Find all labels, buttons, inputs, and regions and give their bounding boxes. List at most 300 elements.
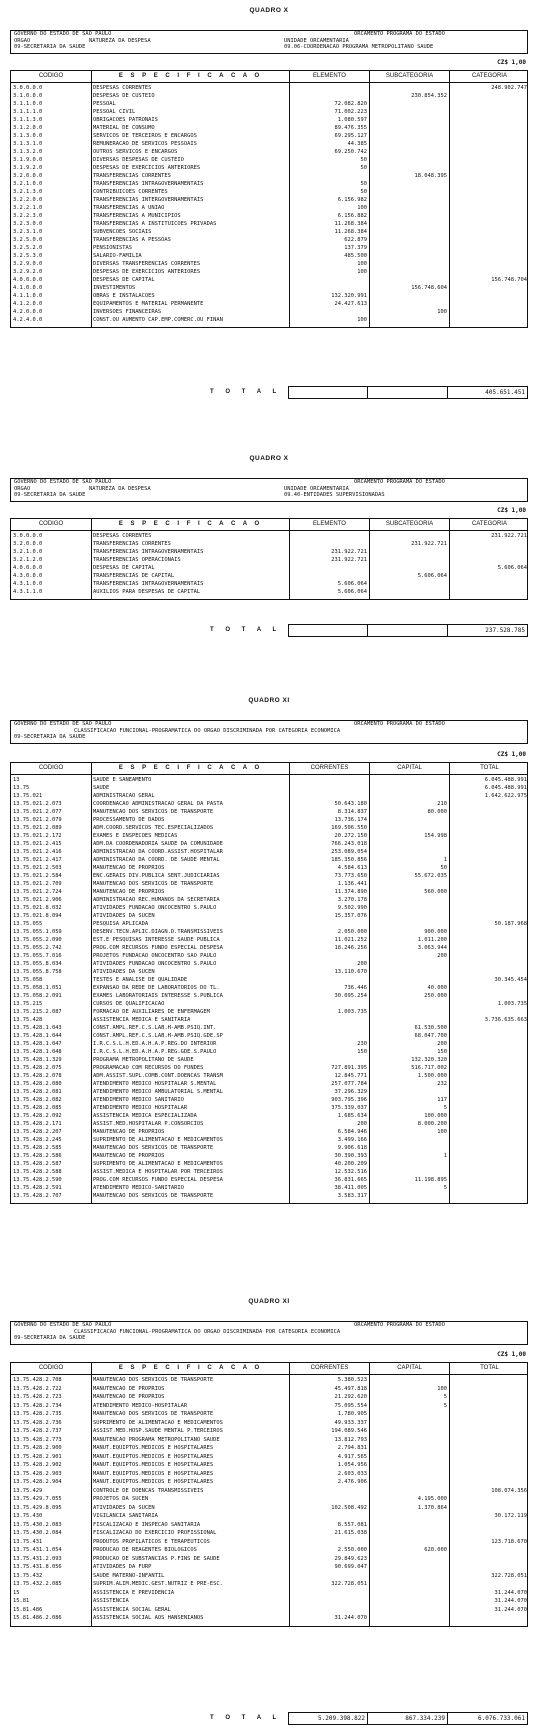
row-code: 3.2.5.2.0 [13,245,43,251]
column-header-row [11,71,527,83]
table-row [11,1504,527,1513]
row-description: TRANSFERENCIAS INTRAGOVERNAMENTAIS [93,181,204,187]
row-code: 3.2.5.0.0 [13,237,43,243]
row-code: 13.75.429 [13,1487,43,1494]
table-row [11,588,527,596]
row-value-col5: 322.728.051 [491,1572,527,1579]
row-description: FISCALIZACAO DO EXERCICIO PROFISSIONAL [93,1530,217,1536]
row-code: 3.2.1.0.0 [13,181,43,187]
header-r1: ORCAMENTO PROGRAMA DO ESTADO [354,721,445,727]
table-row [11,196,527,204]
row-code: 4.2.0.0.0 [13,309,43,315]
table-row [11,872,527,880]
row-description: PESQUISA APLICADA [93,921,149,927]
row-description: MANUTENCAO DE PROPRIOS [93,1394,165,1400]
row-code: 13.75.430.2.083 [13,1521,62,1528]
row-code: 3.2.3.0.0 [13,221,43,227]
column-header: ELEMENTO [289,519,369,530]
row-description: DESENV.TECN.APLIC.DIAGN.D.TRANSMISSIVEIS [93,929,223,935]
row-value-col5: 50.187.968 [494,921,527,927]
column-header: TOTAL [449,1363,529,1374]
table-row [11,1032,527,1040]
table-row [11,236,527,244]
table-row [11,1453,527,1462]
table-row [11,1580,527,1589]
row-description: ATIVIDADES FUNDACAO ONCOCENTRO S.PAULO [93,905,217,911]
row-value-col3: 1.136.441 [337,881,367,887]
table-row [11,904,527,912]
header-l3: 09-SECRETARIA DA SAUDE [14,492,86,498]
row-code: 13.75.428.2.736 [13,1419,62,1426]
row-value-col3: 1.780.905 [337,1411,367,1417]
row-value-col3: 3.583.317 [337,1193,367,1199]
row-value-col3: 231.922.721 [331,557,367,563]
row-value-col4: 132.320.320 [411,1057,447,1063]
row-description: DIVERSAS DESPESAS DE CUSTEIO [93,157,184,163]
row-value-col3: 194.089.546 [331,1428,367,1434]
table-row [11,1444,527,1453]
table-row [11,912,527,920]
table-row [11,1572,527,1581]
row-description: MANUTENCAO DOS SERVICOS DE TRANSPORTE [93,809,214,815]
row-description: EQUIPAMENTOS E MATERIAL PERMANENTE [93,301,204,307]
row-value-col3: 100 [357,205,367,211]
table-row [11,1008,527,1016]
row-code: 3.1.9.2.0 [13,165,43,171]
row-code: 13.75.428.1.044 [13,1033,62,1039]
row-code: 3.1.3.0.0 [13,133,43,139]
row-code: 13.75.021.2.906 [13,897,62,903]
row-value-col3: 185.350.856 [331,857,367,863]
table-row [11,572,527,580]
row-description: OUTROS SERVICOS E ENCARGOS [93,149,178,155]
row-value-col5: 30.345.454 [494,977,527,983]
row-value-col3: 13.736.174 [334,817,367,823]
table-row [11,100,527,108]
row-code: 3.0.0.0.0 [13,533,43,539]
table-row [11,108,527,116]
column-header: CATEGORIA [449,519,529,530]
row-value-col4: 900.000 [424,929,447,935]
row-code: 13.75.430 [13,1513,43,1519]
row-value-col3: 5.380.523 [337,1377,367,1383]
header-l2b: CLASSIFICACAO FUNCIONAL-PROGRAMATICA DO ORGAO DISCRIMINADA POR CATEGORIA ECONOMICA [74,1328,341,1335]
row-code: 13.75.021.2.416 [13,849,62,855]
row-description: COORDENACAO ADMINISTRACAO GERAL DA PASTA [93,801,223,807]
total-value [288,386,368,399]
header-l3: 09-SECRETARIA DA SAUDE [14,734,86,740]
row-value-col4: 50 [440,865,447,871]
row-description: PROJETOS DA SUCEN [93,1496,149,1502]
budget-table [10,518,528,600]
row-value-col3: 90.699.047 [334,1564,367,1570]
row-description: MANUT.EQUIPTOS.MEDICOS E HOSPITALARES [93,1453,214,1460]
row-value-col5: 1.003.735 [497,1001,527,1007]
header-l3: 09-SECRETARIA DA SAUDE [14,1335,86,1341]
row-code: 13.75.431.1.054 [13,1547,62,1553]
row-code: 13.75.428.2.902 [13,1462,62,1468]
row-description: PROG.COM RECURSOS FUNDO ESPECIAL DESPESA [93,1177,223,1183]
row-value-col3: 1.054.956 [337,1462,367,1468]
table-row [11,1144,527,1152]
row-value-col4: 250.000 [424,993,447,999]
table-body [11,1375,527,1626]
column-header: E S P E C I F I C A C A O [91,1363,289,1374]
row-value-col3: 21.292.620 [334,1394,367,1400]
row-description: ATENDIMENTO MEDICO SANITARIO [93,1097,184,1103]
row-code: 4.1.0.0.0 [13,285,43,291]
row-value-col3: 903.795.396 [331,1097,367,1103]
document-header [10,1321,528,1345]
quadro-title: QUADRO X [249,455,289,462]
row-description: MANUTENCAO DOS SERVICOS DE TRANSPORTE [93,881,214,887]
row-value-col3: 2.476.906 [337,1479,367,1485]
quadro-title: QUADRO XI [248,697,290,704]
row-value-col4: 1.500.000 [417,1073,447,1079]
table-row [11,1563,527,1572]
row-description: SALARIO-FAMILIA [93,253,142,259]
row-description: ATIVIDADES DA SUCEN [93,969,155,975]
row-code: 13.75.428.2.081 [13,1089,62,1095]
table-row [11,292,527,300]
row-description: TRANSFERENCIAS A PESSOAS [93,237,171,243]
row-value-col4: 210 [437,801,447,807]
row-value-col3: 12.845.771 [334,1073,367,1079]
row-description: TRANSFERENCIAS OPERACIONAIS [93,557,181,563]
table-row [11,992,527,1000]
table-row [11,1410,527,1419]
row-value-col4: 18.048.395 [414,173,447,179]
row-description: MANUTENCAO DE PROPRIOS [93,865,165,871]
row-description: ADMINISTRACAO GERAL [93,793,155,799]
row-value-col3: 11.021.252 [334,937,367,943]
table-row [11,308,527,316]
table-row [11,824,527,832]
row-description: DESPESAS CORRENTES [93,85,152,91]
row-description: I.R.C.S.L.H.ED.A.H.A.P.REG.GDE.S.PAULO [93,1049,217,1055]
row-description: EXAMES LABORATORIAIS INTERESSE S.PUBLICA [93,993,223,999]
row-value-col3: 30.390.393 [334,1153,367,1159]
table-row [11,816,527,824]
document-header [10,478,528,502]
row-value-col4: 100 [437,1385,447,1392]
table-row [11,300,527,308]
row-code: 13.75.021.2.584 [13,873,62,879]
row-description: PROGRAMA METROPOLITANO DE SAUDE [93,1057,194,1063]
row-description: TRANSFERENCIAS A INSTITUICOES PRIVADAS [93,221,217,227]
row-code: 3.2.1.3.0 [13,189,43,195]
row-code: 13.75.021.2.724 [13,889,62,895]
row-value-col3: 8.314.837 [337,809,367,815]
table-row [11,204,527,212]
header-l2b: CLASSIFICACAO FUNCIONAL-PROGRAMATICA DO ORGAO DISCRIMINADA POR CATEGORIA ECONOMICA [74,727,341,734]
row-value-col4: 1.011.200 [417,937,447,943]
row-code: 13.75.428.2.591 [13,1185,62,1191]
table-row [11,1152,527,1160]
row-code: 4.3.1.0.0 [13,581,43,587]
header-r2: UNIDADE ORCAMENTARIA [284,37,349,44]
row-value-col5: 1.642.622.975 [484,793,527,799]
row-value-col4: 117 [437,1097,447,1103]
row-value-col3: 622.879 [344,237,367,243]
column-header: TOTAL [449,763,529,774]
row-value-col3: 31.244.070 [334,1615,367,1621]
row-description: ADMINISTRACAO REC.HUMANOS DA SECRETARIA [93,897,220,903]
row-value-col5: 3.736.635.663 [484,1017,527,1023]
table-row [11,976,527,984]
row-value-col3: 169.506.550 [331,825,367,831]
table-body [11,531,527,599]
row-value-col4: 1 [443,857,447,863]
row-code: 3.2.9.0.0 [13,261,43,267]
row-value-col3: 1.080.597 [337,117,367,123]
row-code: 13.75.021.2.172 [13,833,62,839]
row-value-col4: 560.000 [424,889,447,895]
row-description: OBRIGACOES PATRONAIS [93,117,158,123]
row-value-col3: 3.270.178 [337,897,367,903]
row-value-col4: 100 [437,309,447,315]
table-row [11,1184,527,1192]
row-code: 3.1.3.1.0 [13,141,43,147]
row-code: 13.75.058.1.051 [13,985,62,991]
table-body [11,775,527,1203]
header-r3: 09.06-COORDENACAO PROGRAMA METROPOLITANO SAUDE [284,44,434,50]
row-description: ADMINISTRACAO DA COORD. DE SAUDE MENTAL [93,857,220,863]
column-header: CAPITAL [369,1363,449,1374]
header-l3: 09-SECRETARIA DA SAUDE [14,44,86,50]
table-row [11,1546,527,1555]
row-code: 3.2.2.3.0 [13,213,43,219]
header-line [14,735,524,742]
table-row [11,984,527,992]
table-row [11,856,527,864]
row-value-col3: 6.156.982 [337,197,367,203]
total-value: 237.528.785 [448,624,528,637]
row-description: TRANSFERENCIAS CORRENTES [93,173,171,179]
table-row [11,1128,527,1136]
row-value-col3: 727.891.395 [331,1065,367,1071]
table-row [11,580,527,588]
table-row [11,92,527,100]
row-code: 13.75.021.2.077 [13,809,62,815]
column-header: CORRENTES [289,763,369,774]
row-description: VIGILANCIA SANITARIA [93,1513,158,1519]
row-description: PRODUTOS PROFILATICOS E TERAPEUTICOS [93,1538,210,1545]
row-description: REMUNERACAO DE SERVICOS PESSOAIS [93,141,197,147]
row-value-col3: 30.095.254 [334,993,367,999]
table-row [11,1427,527,1436]
row-code: 15.81.486.2.086 [13,1615,62,1621]
row-value-col4: 11.198.895 [414,1177,447,1183]
row-description: ADM.DA COORDENADORIA SAUDE DA COMUNIDADE [93,841,223,847]
row-description: SUBVENCOES SOCIAIS [93,229,152,235]
row-description: TRANSFERENCIAS INTRAGOVERNAMENTAIS [93,549,204,555]
total-value: 5.209.398.822 [288,1712,368,1725]
column-header: E S P E C I F I C A C A O [91,71,289,82]
total-value [368,624,448,637]
row-code: 13.75.428.1.329 [13,1057,62,1063]
row-value-col3: 18.246.256 [334,945,367,951]
column-header: CORRENTES [289,1363,369,1374]
row-description: ATIVIDADES FUNDACAO ONCOCENTRO S.PAULO [93,961,217,967]
table-row [11,1168,527,1176]
row-code: 13.75.021 [13,793,43,799]
row-code: 13.75.428.2.080 [13,1081,62,1087]
row-value-col3: 100 [357,261,367,267]
table-row [11,1402,527,1411]
row-value-col4: 1 [443,1153,447,1159]
table-row [11,284,527,292]
row-code: 13.75.428.2.707 [13,1193,62,1199]
table-row [11,1487,527,1496]
row-code: 4.2.4.0.0 [13,317,43,323]
column-header: CODIGO [38,1365,64,1371]
row-code: 3.1.2.0.0 [13,125,43,131]
row-description: SAUDE [93,785,110,791]
total-value: 6.076.733.061 [448,1712,528,1725]
row-value-col3: 2.550.000 [337,1547,367,1553]
row-description: SAUDE E SANEAMENTO [93,777,152,783]
currency-unit: CZ$ 1,00 [497,751,526,758]
table-row [11,832,527,840]
table-row [11,1040,527,1048]
table-row [11,1080,527,1088]
row-value-col3: 21.615.038 [334,1530,367,1536]
row-code: 13.75.428.2.900 [13,1445,62,1451]
row-code: 13.75.428.2.587 [13,1161,62,1167]
row-code: 13.75.431.2.093 [13,1555,62,1562]
row-value-col3: 49.933.337 [334,1419,367,1426]
row-code: 13.75.428.2.082 [13,1097,62,1103]
total-value [288,624,368,637]
row-description: CONTRIBUICOES CORRENTES [93,189,168,195]
row-value-col4: 150 [437,1049,447,1055]
header-l2a: ORGAO [14,37,31,44]
row-description: MANUTENCAO DOS SERVICOS DE TRANSPORTE [93,1193,214,1199]
row-value-col4: 68.047.700 [414,1033,447,1039]
row-description: DESPESAS DE CAPITAL [93,565,155,571]
column-header-row [11,763,527,775]
row-code: 15.81.486 [13,1606,43,1613]
header-line [14,45,524,52]
row-description: MANUTENCAO PROGRAMA METROPOLITANO SAUDE [93,1436,220,1443]
table-row [11,1024,527,1032]
table-row [11,268,527,276]
row-value-col3: 40.200.209 [334,1161,367,1167]
row-value-col5: 31.244.070 [494,1589,527,1596]
row-description: ATENDIMENTO MEDICO HOSPITALAR [93,1105,188,1111]
row-code: 13.75.055.1.059 [13,929,62,935]
total-label: T O T A L [210,627,282,633]
row-code: 13.75.021.2.417 [13,857,62,863]
column-header: SUBCATEGORIA [369,519,449,530]
row-description: ATIVIDADES DA SUCEN [93,913,155,919]
row-code: 3.2.1.0.0 [13,549,43,555]
column-header: CODIGO [38,765,64,771]
row-description: MANUTENCAO DE PROPRIOS [93,1385,165,1392]
row-description: ASSISTENCIA [93,1598,129,1604]
row-description: ASSIST.MED.HOSPITALAR P.CONSORCIOS [93,1121,204,1127]
row-code: 3.1.9.0.0 [13,157,43,163]
row-description: MANUT.EQUIPTOS.MEDICOS E HOSPITALARES [93,1479,214,1485]
table-row [11,1606,527,1615]
row-value-col4: 100.000 [424,1113,447,1119]
table-row [11,244,527,252]
row-value-col3: 13.812.793 [334,1436,367,1443]
row-description: ATENDIMENTO MEDICO-HOSPITALAR [93,1402,188,1409]
row-description: PROCESSAMENTO DE DADOS [93,817,165,823]
row-code: 4.1.1.0.0 [13,293,43,299]
table-row [11,84,527,92]
table-row [11,1614,527,1623]
row-description: EXPANSAO DA REDE DE LABORATORIOS DO TL. [93,985,220,991]
row-value-col5: 30.172.119 [494,1513,527,1519]
table-row [11,1136,527,1144]
table-row [11,776,527,784]
header-r1: ORCAMENTO PROGRAMA DO ESTADO [354,31,445,37]
row-value-col3: 485.500 [344,253,367,259]
row-description: PROGRAMACAO COM RECURSOS DO FUNDES [93,1065,204,1071]
row-code: 13.75.428.2.708 [13,1377,62,1383]
row-value-col3: 37.296.329 [334,1089,367,1095]
row-description: ASSIST.MEDICA E HOSPITALAR POR TERCEIROS [93,1169,223,1175]
total-value: 867.334.239 [368,1712,448,1725]
row-description: ASSIST.MED.HOSP.SAUDE MENTAL P.TERCEIROS [93,1428,223,1434]
table-row [11,220,527,228]
row-value-col3: 4.584.613 [337,865,367,871]
table-row [11,1376,527,1385]
table-row [11,888,527,896]
row-description: INVERSOES FINANCEIRAS [93,309,162,315]
row-value-col5: 5.606.064 [497,565,527,571]
row-value-col4: 61.530.500 [414,1025,447,1031]
table-row [11,1478,527,1487]
table-row [11,952,527,960]
total-value: 405.651.451 [448,386,528,399]
row-description: SUPRIMENTO DE ALIMENTACAO E MEDICAMENTOS [93,1161,223,1167]
row-description: TESTES E ANALISE DE QUALIDADE [93,977,188,983]
row-code: 3.2.5.3.0 [13,253,43,259]
row-code: 13.75.429.8.095 [13,1504,62,1511]
row-code: 13.75.428.1.043 [13,1025,62,1031]
row-value-col3: 29.849.623 [334,1555,367,1562]
table-row [11,1000,527,1008]
table-row [11,540,527,548]
row-code: 13.75.429.7.055 [13,1496,62,1502]
row-code: 3.2.0.0.0 [13,173,43,179]
row-value-col3: 38.411.005 [334,1185,367,1191]
row-code: 13.75.428.2.723 [13,1394,62,1400]
row-code: 13.75.428.2.737 [13,1428,62,1434]
row-value-col3: 8.557.081 [337,1521,367,1528]
row-value-col4: 156.748.604 [411,285,447,291]
table-row [11,1512,527,1521]
header-r1: ORCAMENTO PROGRAMA DO ESTADO [354,479,445,485]
row-value-col3: 50 [360,181,367,187]
row-description: ADMINISTRACAO DA COORD.ASSIST.HOSPITALAR [93,849,223,855]
row-description: FORMACAO DE AUXILIARES DE ENFERMAGEM [93,1009,210,1015]
row-code: 13.75.055.8.758 [13,969,62,975]
row-description: DESPESAS CORRENTES [93,533,152,539]
row-value-col3: 9.906.618 [337,1145,367,1151]
row-description: ASSISTENCIA SOCIAL AOS HANSENIANOS [93,1615,204,1621]
row-value-col3: 5.606.064 [337,581,367,587]
row-value-col4: 40.000 [427,985,447,991]
row-value-col3: 231.922.721 [331,549,367,555]
row-value-col3: 736.446 [344,985,367,991]
table-row [11,556,527,564]
row-value-col5: 123.718.670 [491,1538,527,1545]
